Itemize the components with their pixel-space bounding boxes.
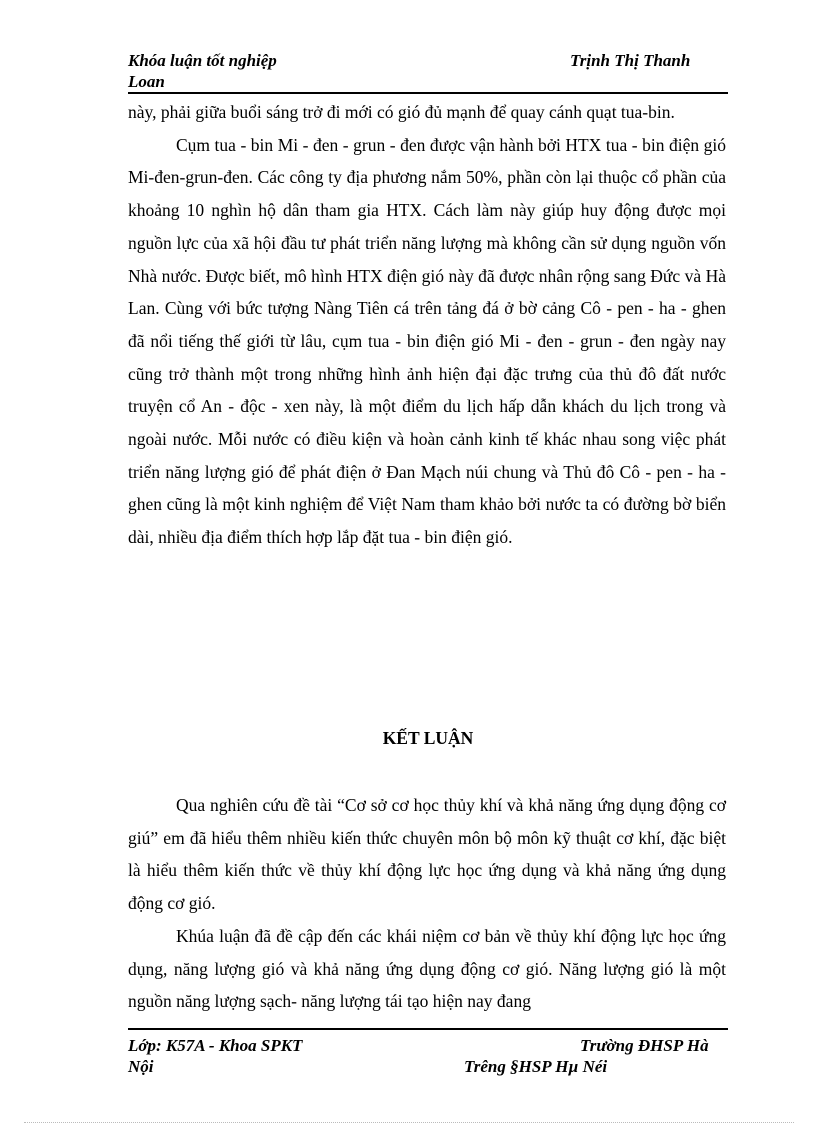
footer-class: Lớp: K57A - Khoa SPKT — [128, 1036, 303, 1055]
header-author-name-continued: Loan — [128, 72, 165, 91]
section-wind-turbine-text — [128, 96, 726, 554]
header-rule — [128, 92, 728, 94]
header-document-type: Khóa luận tốt nghiệp — [128, 51, 277, 70]
footer-university: Trường ĐHSP Hà — [580, 1036, 709, 1055]
paragraph-continuation: này, phải giữa buổi sáng trở đi mới có gió đủ mạnh để quay cánh quạt tua-bin. — [128, 102, 675, 122]
conclusion-heading: KẾT LUẬN — [382, 728, 474, 748]
paragraph-conclusion-2: Khúa luận đã đề cập đến các khái niệm cơ bản về thủy khí động lực học ứng dụng, năng lượng gió và khả năng ứng dụng động cơ gió. Năng lượng gió là một nguồn năng lượng sạch- năng lượng tái tạo hiện nay đang — [128, 925, 726, 1012]
footer-university-continued: Nội — [128, 1057, 154, 1076]
footer-legacy-encoded-text: Trêng §HSP Hµ Néi — [464, 1057, 608, 1076]
paragraph-conclusion-1: Qua nghiên cứu đề tài “Cơ sở cơ học thủy khí và khả năng ứng dụng động cơ giú” em đã hiểu thêm nhiều kiến thức chuyên môn bộ môn kỹ thuật cơ khí, đặc biệt là hiểu thêm kiến thức về thủy khí động lực học ứng dụng và khả năng ứng dụng động cơ gió. — [128, 795, 726, 914]
section-conclusion-text — [128, 789, 726, 1018]
paragraph-middelgrunden: Cụm tua - bin Mi - đen - grun - đen được vận hành bởi HTX tua - bin điện gió Mi-đen-grun-đen. Các công ty địa phương nắm 50%, phần còn lại thuộc cổ phần của khoảng 10 nghìn hộ dân tham gia HTX. Cách làm này giúp huy động được mọi nguồn lực của xã hội đầu tư phát triển năng lượng mà không cần sử dụng nguồn vốn Nhà nước. Được biết, mô hình HTX điện gió này đã được nhân rộng sang Đức và Hà Lan. Cùng với bức tượng Nàng Tiên cá trên tảng đá ở bờ cảng Cô - pen - ha - ghen đã nổi tiếng thế giới từ lâu, cụm tua - bin điện gió Mi - đen - grun - đen ngày nay cũng trở thành một trong những hình ảnh hiện đại đặc trưng của thủ đô đất nước truyện cổ An - độc - xen này, là một điểm du lịch hấp dẫn khách du lịch trong và ngoài nước. Mỗi nước có điều kiện và hoàn cảnh kinh tế khác nhau song việc phát triển năng lượng gió để phát điện ở Đan Mạch núi chung và Thủ đô Cô - pen - ha - ghen cũng là một kinh nghiệm để Việt Nam tham khảo bởi nước ta có đường bờ biển dài, nhiều địa điểm thích hợp lắp đặt tua - bin điện gió. — [128, 134, 726, 548]
footer-rule — [128, 1028, 728, 1030]
header-author-name: Trịnh Thị Thanh — [570, 51, 691, 70]
